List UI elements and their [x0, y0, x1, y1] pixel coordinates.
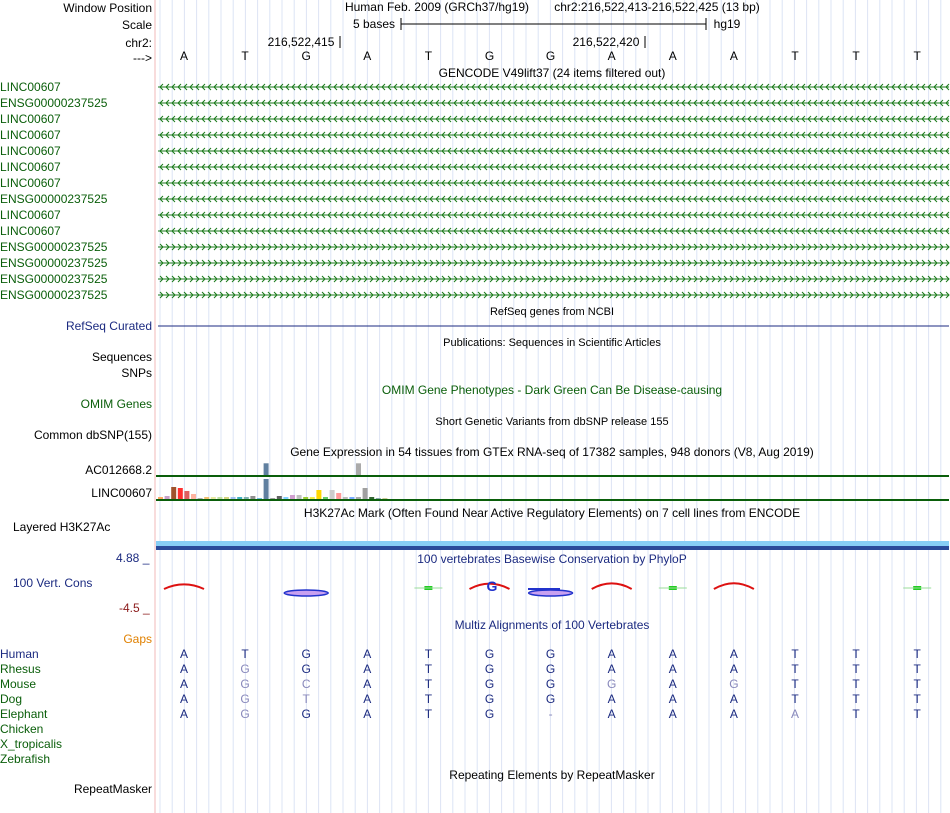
- phylop-label[interactable]: 100 Vert. Cons: [13, 576, 93, 590]
- gtex-bar-gene1: [264, 463, 269, 475]
- gtex-bar-gene2: [316, 490, 321, 499]
- scale-text: 5 bases: [352, 17, 396, 31]
- gencode-label-ENSG00000237525[interactable]: ENSG00000237525: [0, 192, 108, 206]
- multiz-base: T: [424, 647, 433, 661]
- gtex-bar-gene2: [231, 497, 236, 499]
- multiz-gaps-label[interactable]: Gaps: [123, 632, 152, 646]
- multiz-base: G: [484, 707, 495, 721]
- gencode-label-LINC00607[interactable]: LINC00607: [0, 112, 61, 126]
- gtex-bar-gene2: [356, 497, 361, 499]
- multiz-base: G: [729, 677, 739, 691]
- multiz-species-x_tropicalis[interactable]: X_tropicalis: [0, 737, 63, 751]
- multiz-base: A: [363, 677, 372, 691]
- multiz-base: A: [363, 692, 372, 706]
- multiz-base: A: [729, 692, 738, 706]
- omim-label[interactable]: OMIM Genes: [80, 397, 152, 411]
- omim-title: OMIM Gene Phenotypes - Dark Green Can Be Disease-causing: [381, 383, 723, 397]
- gtex-bar-gene2: [171, 487, 176, 499]
- gtex-bar-gene1: [356, 463, 361, 475]
- gtex-bar-gene2: [303, 497, 308, 499]
- gencode-title: GENCODE V49lift37 (24 items filtered out): [438, 66, 666, 80]
- gtex-bar-gene2: [165, 496, 170, 499]
- sequence-base: T: [791, 49, 799, 63]
- refseq-label[interactable]: RefSeq Curated: [65, 319, 152, 333]
- multiz-base: T: [791, 677, 799, 691]
- multiz-base: G: [545, 662, 556, 676]
- gtex-bar-gene2: [376, 498, 381, 499]
- coord-label-1: 216,522,415: [267, 35, 335, 49]
- gtex-bar-gene2: [369, 497, 374, 499]
- gtex-bar-gene2: [158, 497, 163, 499]
- multiz-base: A: [179, 647, 188, 661]
- sequence-base: G: [484, 49, 495, 63]
- gencode-label-LINC00607[interactable]: LINC00607: [0, 176, 61, 190]
- gencode-label-LINC00607[interactable]: LINC00607: [0, 208, 61, 222]
- multiz-base: A: [790, 707, 799, 721]
- multiz-base: A: [668, 677, 677, 691]
- multiz-base: A: [607, 692, 616, 706]
- scale-label: Scale: [121, 18, 152, 32]
- multiz-species-dog[interactable]: Dog: [0, 692, 23, 706]
- gtex-bar-gene2: [297, 495, 302, 499]
- gtex-bar-gene2: [244, 497, 249, 499]
- multiz-base: G: [484, 692, 495, 706]
- multiz-base: T: [913, 692, 921, 706]
- gencode-label-ENSG00000237525[interactable]: ENSG00000237525: [0, 272, 108, 286]
- multiz-base: G: [240, 692, 250, 706]
- gencode-label-LINC00607[interactable]: LINC00607: [0, 224, 61, 238]
- gtex-bar-gene2: [336, 493, 341, 499]
- multiz-base: G: [607, 677, 617, 691]
- phylop-title: 100 vertebrates Basewise Conservation by PhyloP: [417, 552, 687, 566]
- multiz-base: A: [363, 707, 372, 721]
- multiz-base: G: [484, 647, 495, 661]
- multiz-base: A: [179, 677, 188, 691]
- gtex-bar-gene2: [211, 497, 216, 499]
- coord-label-2: 216,522,420: [572, 35, 640, 49]
- multiz-base: G: [240, 662, 250, 676]
- gtex-gene-label-2[interactable]: LINC00607: [91, 486, 152, 500]
- gencode-label-ENSG00000237525[interactable]: ENSG00000237525: [0, 96, 108, 110]
- gtex-bar-gene2: [264, 479, 269, 499]
- gencode-label-ENSG00000237525[interactable]: ENSG00000237525: [0, 256, 108, 270]
- db-text: hg19: [713, 17, 741, 31]
- multiz-base: G: [545, 677, 556, 691]
- multiz-base: A: [729, 707, 738, 721]
- multiz-base: T: [852, 647, 860, 661]
- sequence-base: A: [607, 49, 616, 63]
- sequence-base: A: [729, 49, 738, 63]
- gtex-bar-gene2: [310, 497, 315, 499]
- multiz-species-rhesus[interactable]: Rhesus: [0, 662, 41, 676]
- sequence-base: A: [179, 49, 188, 63]
- multiz-base: T: [302, 692, 310, 706]
- multiz-base: T: [913, 647, 921, 661]
- sequence-base: A: [363, 49, 372, 63]
- gtex-bar-gene2: [363, 488, 368, 499]
- gtex-bar-gene2: [204, 497, 209, 499]
- chr-label: chr2:: [125, 36, 152, 50]
- gtex-bar-gene2: [224, 497, 229, 499]
- publications-label-sequences[interactable]: Sequences: [91, 350, 152, 364]
- gtex-bar-gene2: [184, 491, 189, 499]
- multiz-base: T: [913, 707, 921, 721]
- multiz-base: -: [548, 707, 553, 721]
- multiz-base: A: [668, 692, 677, 706]
- assembly-text: Human Feb. 2009 (GRCh37/hg19): [344, 0, 530, 14]
- gtex-bar-gene2: [178, 488, 183, 499]
- multiz-base: T: [913, 677, 921, 691]
- multiz-species-zebrafish[interactable]: Zebrafish: [0, 752, 51, 766]
- gtex-title: Gene Expression in 54 tissues from GTEx RNA-seq of 17382 samples, 948 donors (V8, Aug 2019): [290, 445, 814, 459]
- gtex-bar-gene2: [349, 497, 354, 499]
- sequence-base: T: [852, 49, 860, 63]
- phylop-score-negative: [529, 590, 573, 596]
- multiz-base: A: [668, 647, 677, 661]
- multiz-base: T: [791, 662, 799, 676]
- multiz-base: A: [729, 662, 738, 676]
- multiz-base: G: [301, 647, 311, 661]
- multiz-base: T: [852, 707, 860, 721]
- gtex-bar-gene2: [250, 496, 255, 499]
- multiz-base: A: [668, 707, 677, 721]
- multiz-base: T: [913, 662, 921, 676]
- gtex-bar-gene2: [277, 496, 282, 499]
- dbsnp-label[interactable]: Common dbSNP(155): [33, 428, 152, 442]
- gencode-label-LINC00607[interactable]: LINC00607: [0, 80, 61, 94]
- multiz-base: G: [240, 677, 250, 691]
- gencode-label-LINC00607[interactable]: LINC00607: [0, 128, 61, 142]
- gtex-bar-gene2: [330, 490, 335, 499]
- repeatmasker-label[interactable]: RepeatMasker: [73, 782, 152, 796]
- multiz-base: G: [301, 707, 311, 721]
- position-text[interactable]: chr2:216,522,413-216,522,425 (13 bp): [554, 0, 760, 14]
- publications-title: Publications: Sequences in Scientific Articles: [443, 337, 661, 349]
- gtex-bar-gene2: [198, 498, 203, 499]
- phylop-glyph-g: G: [486, 578, 498, 594]
- h3k27ac-title: H3K27Ac Mark (Often Found Near Active Regulatory Elements) on 7 cell lines from ENCODE: [303, 506, 801, 520]
- gencode-label-ENSG00000237525[interactable]: ENSG00000237525: [0, 240, 108, 254]
- publications-label-snps[interactable]: SNPs: [121, 366, 152, 380]
- gtex-bar-gene2: [323, 497, 328, 499]
- multiz-base: A: [607, 662, 616, 676]
- sequence-base: A: [668, 49, 677, 63]
- multiz-species-chicken[interactable]: Chicken: [0, 722, 44, 736]
- multiz-species-mouse[interactable]: Mouse: [0, 677, 37, 691]
- refseq-title: RefSeq genes from NCBI: [489, 306, 615, 318]
- multiz-base: G: [301, 662, 311, 676]
- gtex-bar-gene2: [290, 495, 295, 499]
- h3k27ac-label[interactable]: Layered H3K27Ac: [13, 520, 111, 534]
- gtex-bar-gene2: [257, 498, 262, 499]
- gencode-label-LINC00607[interactable]: LINC00607: [0, 144, 61, 158]
- multiz-base: T: [791, 647, 799, 661]
- multiz-base: T: [424, 662, 433, 676]
- gtex-bar-gene2: [237, 497, 242, 499]
- dbsnp-title: Short Genetic Variants from dbSNP release 155: [435, 416, 669, 428]
- gencode-label-ENSG00000237525[interactable]: ENSG00000237525: [0, 288, 108, 302]
- gtex-gene-label-1[interactable]: AC012668.2: [85, 463, 152, 477]
- multiz-base: A: [179, 692, 188, 706]
- multiz-species-elephant[interactable]: Elephant: [0, 707, 48, 721]
- multiz-base: T: [424, 677, 433, 691]
- h3k27ac-band-dark: [156, 546, 949, 550]
- multiz-base: T: [852, 662, 860, 676]
- gtex-bar-gene2: [283, 497, 288, 499]
- phylop-max: 4.88 _: [116, 551, 150, 565]
- window-position-label: Window Position: [63, 1, 152, 15]
- multiz-base: A: [179, 707, 188, 721]
- multiz-base: A: [607, 647, 616, 661]
- phylop-score-negative: [284, 590, 328, 596]
- multiz-base: G: [484, 662, 495, 676]
- sequence-base: G: [545, 49, 556, 63]
- sequence-base: T: [424, 49, 433, 63]
- multiz-base: A: [668, 662, 677, 676]
- gtex-bar-gene2: [217, 497, 222, 499]
- multiz-base: A: [363, 647, 372, 661]
- strand-arrow-label: --->: [133, 51, 152, 65]
- multiz-base: T: [424, 692, 433, 706]
- multiz-base: T: [241, 647, 249, 661]
- repeatmasker-title: Repeating Elements by RepeatMasker: [449, 768, 655, 782]
- multiz-base: G: [545, 692, 556, 706]
- multiz-base: G: [545, 647, 556, 661]
- multiz-base: A: [607, 707, 616, 721]
- sequence-base: G: [301, 49, 311, 63]
- multiz-title: Multiz Alignments of 100 Vertebrates: [454, 618, 650, 632]
- multiz-species-human[interactable]: Human: [0, 647, 39, 661]
- gtex-bar-gene2: [191, 494, 196, 499]
- multiz-base: T: [424, 707, 433, 721]
- multiz-base: A: [729, 647, 738, 661]
- multiz-base: T: [791, 692, 799, 706]
- multiz-base: A: [179, 662, 188, 676]
- sequence-base: T: [241, 49, 249, 63]
- gtex-bar-gene2: [343, 497, 348, 499]
- phylop-min: -4.5 _: [119, 601, 150, 615]
- gtex-bar-gene2: [270, 498, 275, 499]
- gencode-label-LINC00607[interactable]: LINC00607: [0, 160, 61, 174]
- multiz-base: T: [852, 677, 860, 691]
- multiz-base: G: [484, 677, 495, 691]
- multiz-base: G: [240, 707, 250, 721]
- multiz-base: A: [363, 662, 372, 676]
- multiz-base: T: [852, 692, 860, 706]
- gtex-bar-gene2: [382, 498, 387, 499]
- sequence-base: T: [913, 49, 921, 63]
- multiz-base: C: [301, 677, 311, 691]
